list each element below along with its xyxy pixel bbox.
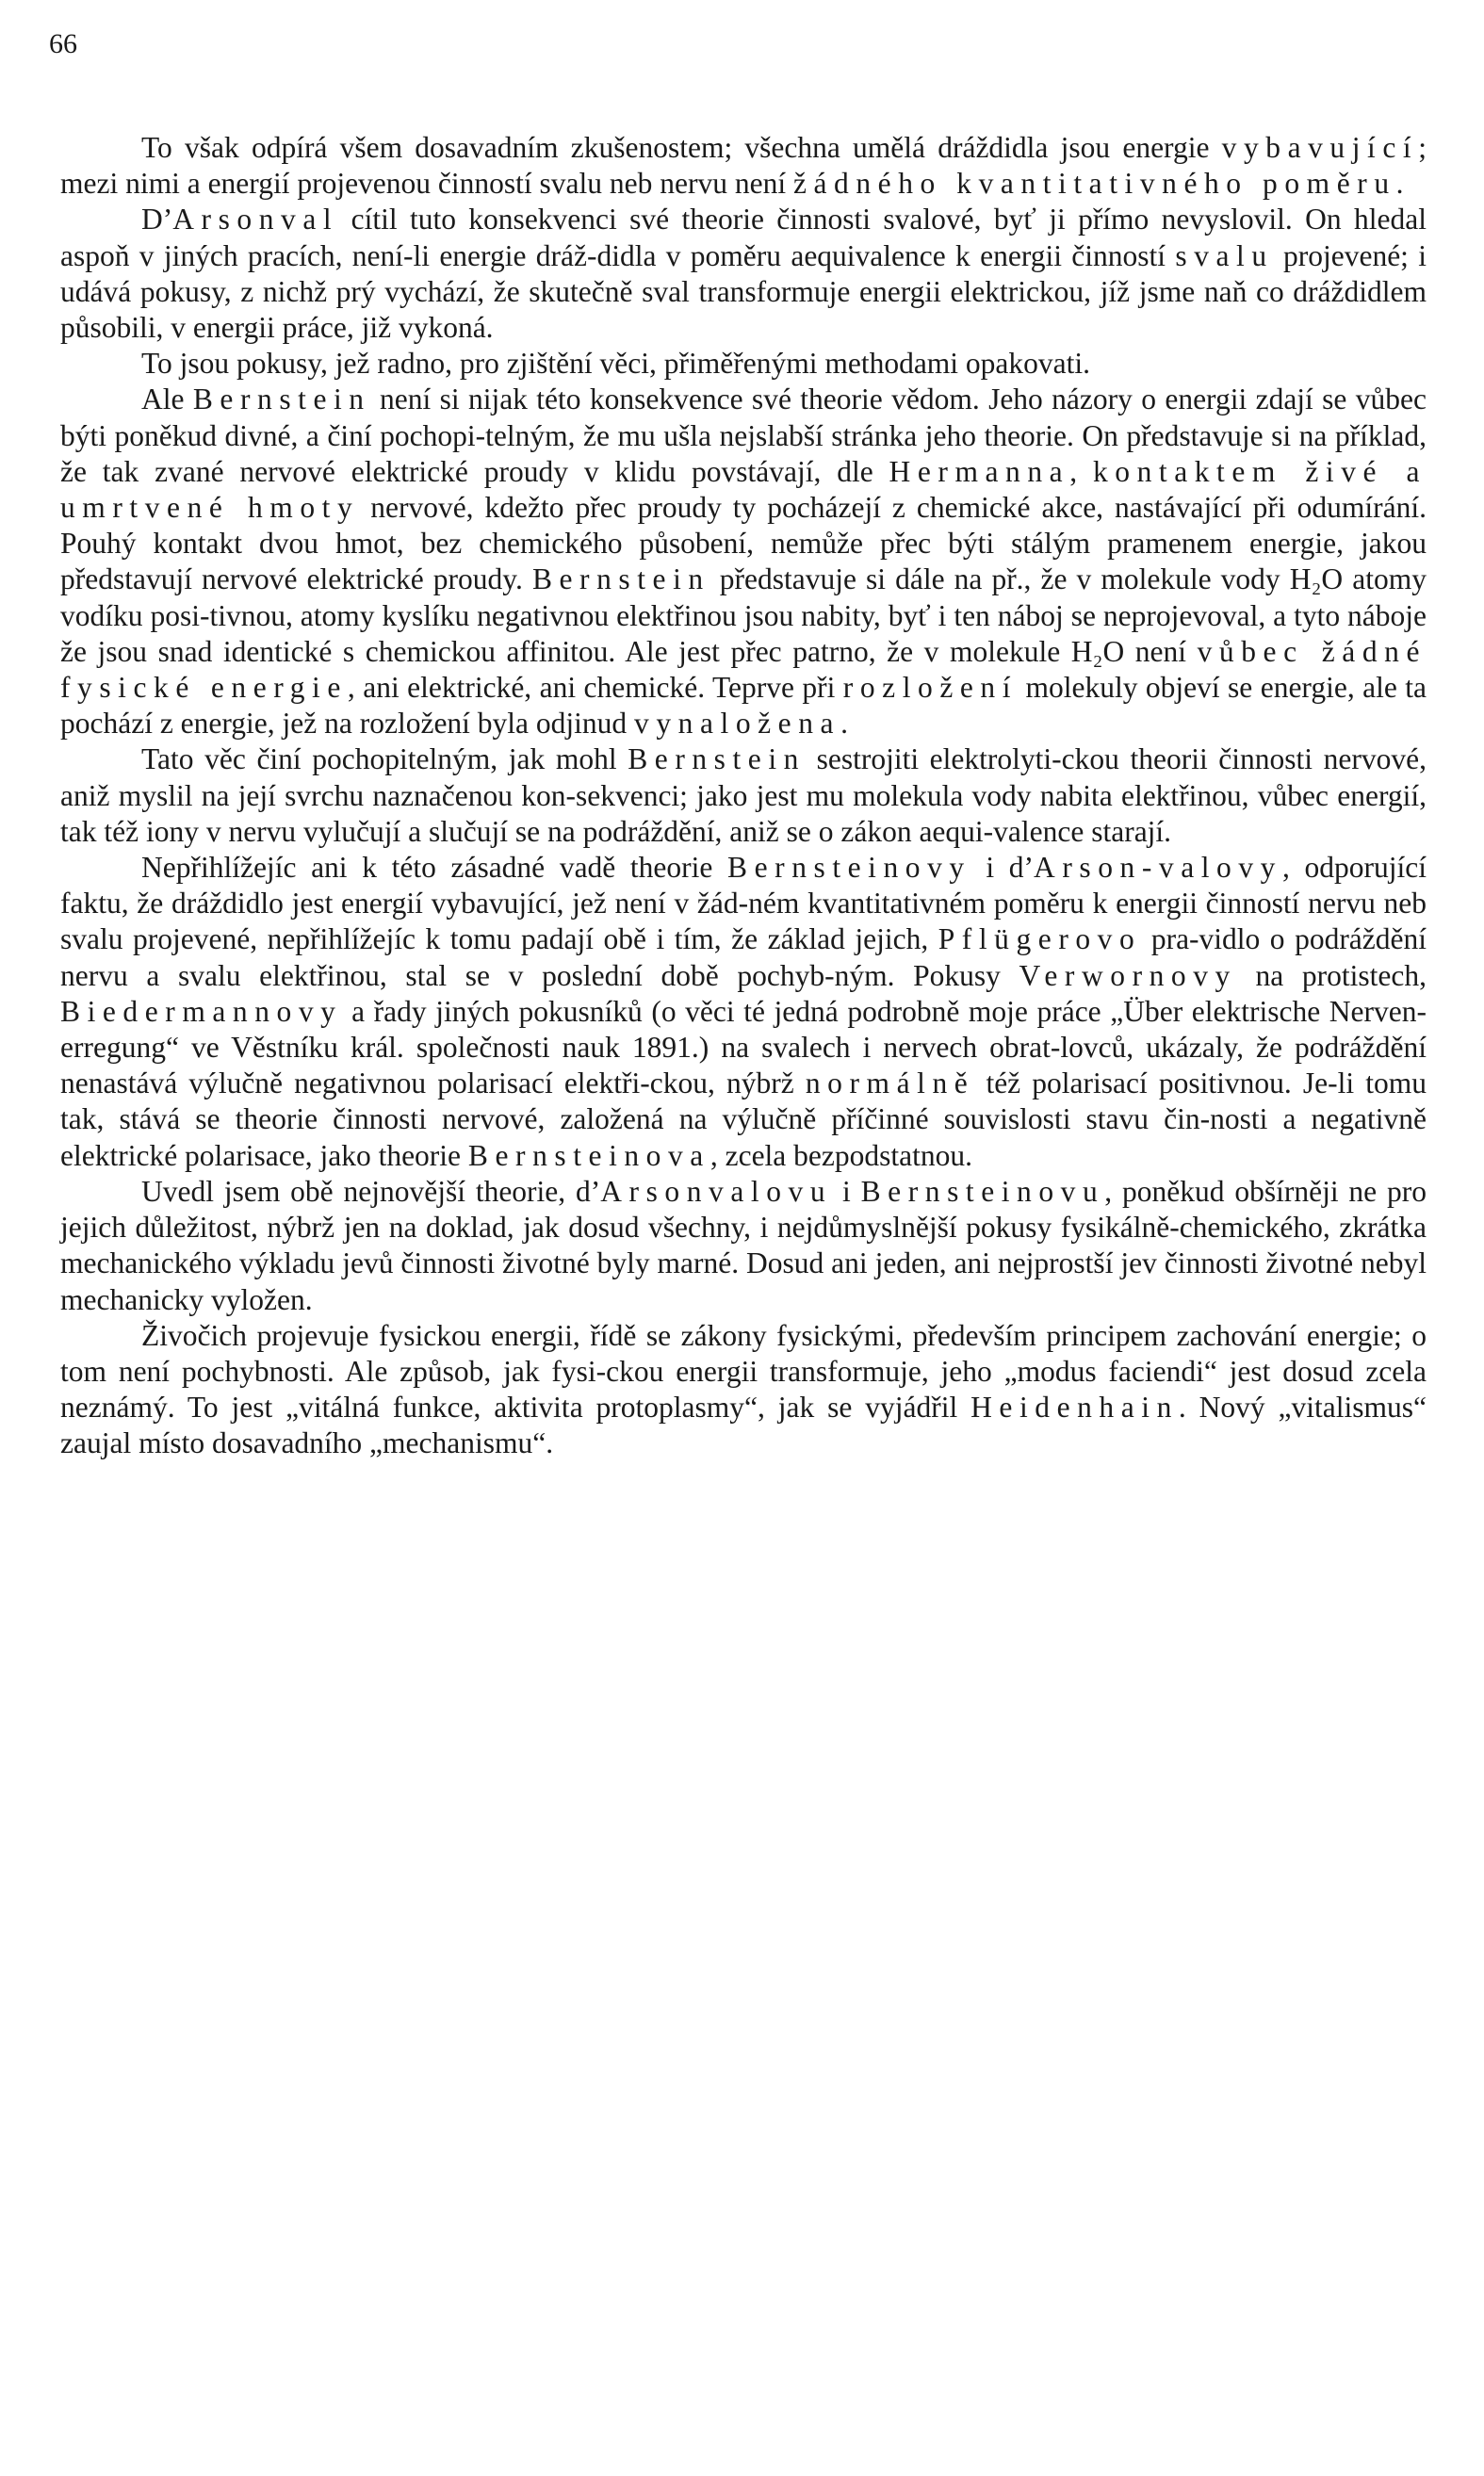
text-run: sestrojiti elektrolyti-ckou theorii činnosti nervové, aniž myslil na její svrchu naznačenou kon-sekvenci; jako jest mu molekula vody nabita elektřinou, vůbec energií, tak též iony v nervu vylučují a slučují se na podráždění, aniž se o zákon aequi-valence starají. [60, 742, 1427, 848]
paragraph [60, 202, 1427, 346]
spaced-emphasis: Biedermannovy [60, 994, 343, 1028]
text-run: na protistech, [1236, 958, 1427, 992]
text-run: projevené; i udává pokusy, z nichž prý vychází, že skutečně sval transformuje energii elektrickou, jíž jsme naň co dráždidlem působili, v energii práce, již vykoná. [60, 238, 1427, 345]
paragraph [60, 1318, 1427, 1462]
spaced-emphasis: Bernstein [531, 562, 710, 596]
text-run: Ale [141, 383, 193, 416]
text-run: ; mezi nimi a energií projevenou činností svalu neb nervu není [60, 131, 1427, 201]
text-run: . [1395, 167, 1404, 201]
text-run: Uvedl jsem obě nejnovější theorie, d’ [141, 1174, 601, 1208]
paragraph [60, 850, 1427, 1174]
text-run: cítil tuto konsekvenci své theorie činnosti svalové, byť ji přímo nevyslovil. On hledal aspoň v jiných pracích, není-li energie dráž-didla v poměru aequivalence k energii činností [60, 203, 1427, 272]
text-run: pra-vidlo o podráždění nervu a svalu elektřinou, stal se v poslední době pochyb-ným. Pokusy [60, 922, 1427, 992]
text-run: To však odpírá všem dosavadním zkušenostem; všechna umělá dráždidla jsou energie [141, 131, 1222, 164]
spaced-emphasis: Bernsteinovy [727, 851, 971, 885]
spaced-emphasis: Arson-valovy [1034, 851, 1282, 885]
text-run: , odporující faktu, že dráždidlo jest energií vybavující, jež není v žád-ném kvantitativném poměru k energii činností nervu neb svalu projevené, nepřihlížejíc k tomu padají obě i tím, že základ jejich, [60, 851, 1427, 956]
spaced-emphasis: rozložení [842, 671, 1019, 705]
text-run: molekuly objeví se energie, ale ta pochází z energie, jež na rozložení byla odjinud [60, 671, 1427, 741]
spaced-emphasis: vybavující [1221, 131, 1419, 164]
spaced-emphasis: Arsonvalovu [600, 1174, 833, 1208]
spaced-emphasis: Heidenhain [970, 1391, 1179, 1425]
spaced-emphasis: svalu [1175, 238, 1274, 272]
spaced-emphasis: vynaložena [634, 707, 841, 741]
text-run: , ani elektrické, ani chemické. Teprve při [347, 671, 843, 705]
text-run: Živočich projevuje fysickou energii, řídě se zákony fysickými, především principem zachování energie; o tom není pochybnosti. Ale způsob, jak fysi-ckou energii transformuje, jeho „modus faciendi“ jest dosud zcela neznámý. To jest „vitálná funkce, aktivita protoplasmy“, jak se vyjádřil [60, 1318, 1427, 1425]
spaced-emphasis: kontaktem živé a umrtvené hmoty [60, 454, 1427, 525]
body-text [60, 130, 1427, 1462]
page-number: 66 [49, 28, 77, 59]
spaced-emphasis: Bernstein [628, 742, 806, 776]
spaced-emphasis: Verwornovy [1019, 958, 1237, 992]
text-run: . Nový „vitalismus“ zaujal místo dosavadního „mechanismu“. [60, 1391, 1427, 1460]
spaced-emphasis: žádného kvantitativného poměru [792, 167, 1396, 201]
text-run: též polarisací positivnou. Je-li tomu tak, stává se theorie činnosti nervové, založená na výlučně příčinné souvislosti stavu čin-nosti a negativně elektrické polarisace, jako theorie [60, 1067, 1427, 1172]
text-run: , [1069, 454, 1093, 488]
paragraph [60, 741, 1427, 850]
spaced-emphasis: vůbec žádné fysické energie [60, 634, 1427, 705]
spaced-emphasis: Hermanna [889, 454, 1070, 488]
text-run: . [840, 707, 848, 741]
spaced-emphasis: Bernsteinova [467, 1138, 710, 1172]
text-run: , poněkud obšírněji ne pro jejich důležitost, nýbrž jen na doklad, jak dosud všechny, i nejdůmyslnější pokusy fysikálně-chemického, zkrátka mechanického výkladu jevů činnosti životné byly marné. Dosud ani jeden, ani nejprostší jev činnosti životné nebyl mechanicky vyložen. [60, 1174, 1427, 1316]
text-run: i [832, 1174, 861, 1208]
text-run: i d’ [970, 851, 1035, 885]
text-run: nervové, kdežto přec proudy ty pocházejí z chemické akce, nastávající při odumírání. Pouhý kontakt dvou hmot, bez chemického působení, nemůže přec býti stálým pramenem energie, jakou představují nervové elektrické proudy. [60, 491, 1427, 596]
paragraph [60, 382, 1427, 741]
paragraph [60, 1174, 1427, 1318]
text-run: představuje si dále na př., že v molekule vody H₂O atomy vodíku posi-tivnou, atomy kyslíku negativnou elektřinou jsou nabity, byť i ten náboj se neprojevoval, a tyto náboje že jsou snad identické s chemickou affinitou. Ale jest přec patrno, že v molekule H₂O není [60, 562, 1427, 668]
text-run: Nepřihlížejíc ani k této zásadné vadě theorie [141, 851, 728, 885]
text-run: , zcela bezpodstatnou. [709, 1138, 972, 1172]
spaced-emphasis: Arsonval [172, 203, 339, 236]
paragraph [60, 130, 1427, 202]
text-run: Tato věc činí pochopitelným, jak mohl [141, 742, 628, 776]
spaced-emphasis: Pflügerovo [938, 922, 1142, 956]
text-run: To jsou pokusy, jež radno, pro zjištění věci, přiměřenými methodami opakovati. [141, 347, 1091, 381]
spaced-emphasis: normálně [805, 1067, 975, 1100]
spaced-emphasis: Bernsteinovu [860, 1174, 1105, 1208]
text-run: a řady jiných pokusníků (o věci té jedná podrobně moje práce „Über elektrische Nerven-erregung“ ve Věstníku král. společnosti nauk 1891.) na svalech i nervech obrat-lovců, ukázaly, že podráždění nenastává výlučně negativnou polarisací elektři-ckou, nýbrž [60, 994, 1427, 1100]
text-run: D’ [141, 203, 173, 236]
spaced-emphasis: Bernstein [192, 383, 371, 416]
text-run: není si nijak této konsekvence své theorie vědom. Jeho názory o energii zdají se vůbec býti poněkud divné, a činí pochopi-telným, že mu ušla nejslabší stránka jeho theorie. On představuje si na příklad, že tak zvané nervové elektrické proudy v klidu povstávají, dle [60, 383, 1427, 488]
paragraph [60, 346, 1427, 382]
